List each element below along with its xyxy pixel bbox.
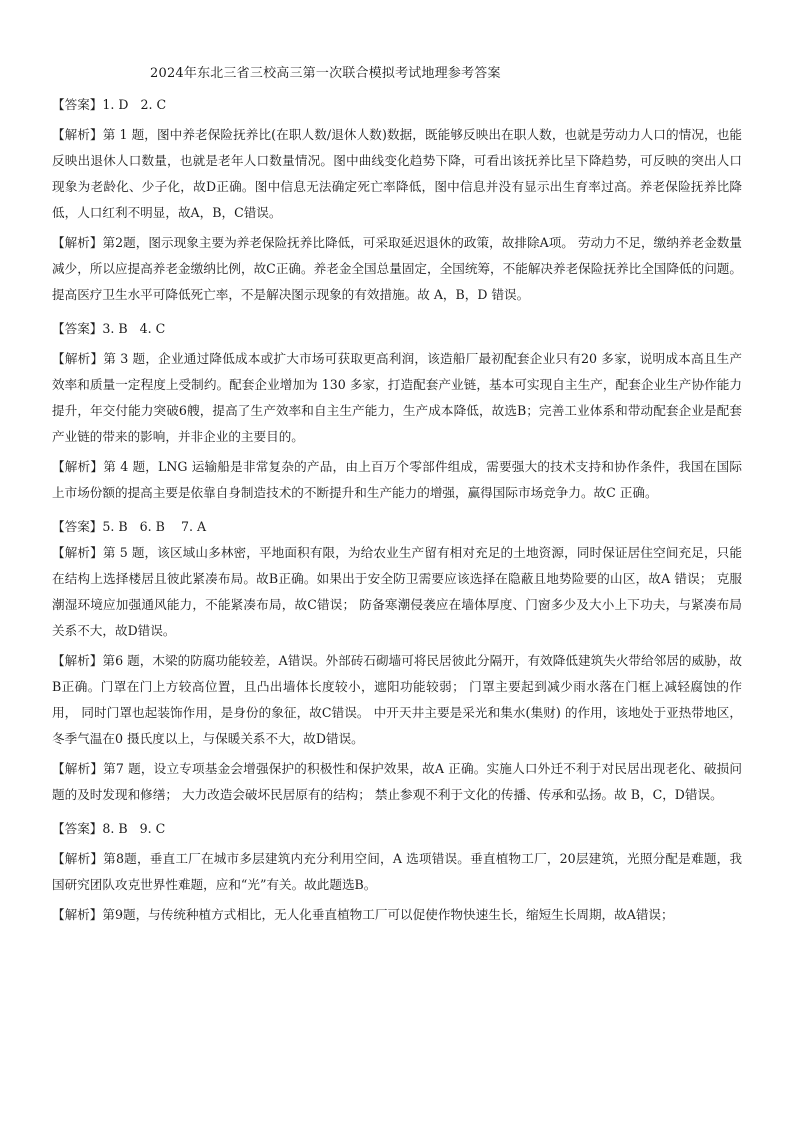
analysis-q4: 【解析】第 4 题，LNG 运输船是非常复杂的产品，由上百万个零部件组成，需要强大的技术支持和协作条件，我国在国际上市场份额的提高主要是依靠自身制造技术的不断提升和生产能力的增强，赢得国际市场竞争力。故C 正确。: [52, 459, 742, 500]
analysis-q3: 【解析】第 3 题，企业通过降低成本或扩大市场可获取更高利润，该造船厂最初配套企业只有20 多家，说明成本高且生产效率和质量一定程度上受制约。配套企业增加为 130 多家，打造配套产业链，基本可实现自主生产，配套企业生产协作能力提升，年交付能力突破6艘，提高了生产效率和自主生产能力，生产成本降低，故选B；完善工业体系和带动配套企业是配套产业链的带来的影响，并非企业的主要目的。: [52, 351, 742, 444]
answer-line-1-2: 【答案】1. D 2. C: [52, 97, 167, 112]
analysis-q7: 【解析】第7 题，设立专项基金会增强保护的积极性和保护效果，故A 正确。实施人口外迁不利于对民居出现老化、破损问题的及时发现和修缮； 大力改造会破坏民居原有的结构； 禁止参观不利于文化的传播、传承和弘扬。故 B，C，D错误。: [52, 761, 742, 802]
analysis-q1: 【解析】第 1 题，图中养老保险抚养比(在职人数/退休人数)数据，既能够反映出在职人数，也就是劳动力人口的情况，也能反映出退休人口数量，也就是老年人口数量情况。图中曲线变化趋势下降，可看出该抚养比呈下降趋势，可反映的突出人口现象为老龄化、少子化，故D正确。图中信息无法确定死亡率降低，图中信息并没有显示出生育率过高。养老保险抚养比降低，人口红利不明显，故A，B，C错误。: [52, 127, 742, 220]
analysis-q6: 【解析】第6 题，木梁的防腐功能较差，A错误。外部砖石砌墙可将民居彼此分隔开，有效降低建筑失火带给邻居的威胁，故B正确。门罩在门上方较高位置，且凸出墙体长度较小，遮阳功能较弱； 门罩主要起到减少雨水落在门框上减轻腐蚀的作用， 同时门罩也起装饰作用，是身份的象征，故C错误。 中开天井主要是采光和集水(集财) 的作用，该地处于亚热带地区，冬季气温在0 摄氏度以上，与保暖关系不大，故D错误。: [52, 653, 742, 746]
analysis-q5: 【解析】第 5 题，该区域山多林密，平地面积有限，为给农业生产留有相对充足的土地资源，同时保证居住空间充足，只能在结构上选择楼居且彼此紧凑布局。故B正确。如果出于安全防卫需要应该选择在隐蔽且地势险要的山区，故A 错误； 克服潮湿环境应加强通风能力，不能紧凑布局，故C错误； 防备寒潮侵袭应在墙体厚度、门窗多少及大小上下功夫，与紧凑布局关系不大，故D错误。: [52, 545, 742, 638]
analysis-q9: 【解析】第9题，与传统种植方式相比，无人化垂直植物工厂可以促使作物快速生长，缩短生长周期，故A错误；: [52, 907, 674, 922]
answer-line-5-7: 【答案】5. B 6. B 7. A: [52, 519, 207, 534]
answer-body: [52, 92, 742, 928]
analysis-q2: 【解析】第2题，图示现象主要为养老保险抚养比降低，可采取延迟退休的政策，故排除A项。 劳动力不足，缴纳养老金数量减少，所以应提高养老金缴纳比例，故C正确。养老金全国总量固定，全国统筹，不能解决养老保险抚养比全国降低的问题。提高医疗卫生水平可降低死亡率，不是解决图示现象的有效措施。故 A，B，D 错误。: [52, 235, 742, 302]
analysis-q8: 【解析】第8题，垂直工厂在城市多层建筑内充分利用空间，A 选项错误。垂直植物工厂，20层建筑，光照分配是难题，我国研究团队攻克世界性难题，应和“光”有关。故此题选B。: [52, 851, 742, 892]
answer-line-3-4: 【答案】3. B 4. C: [52, 321, 166, 336]
document-title: 2024年东北三省三校高三第一次联合模拟考试地理参考答案: [150, 66, 501, 81]
answer-line-8-9: 【答案】8. B 9. C: [52, 821, 166, 836]
